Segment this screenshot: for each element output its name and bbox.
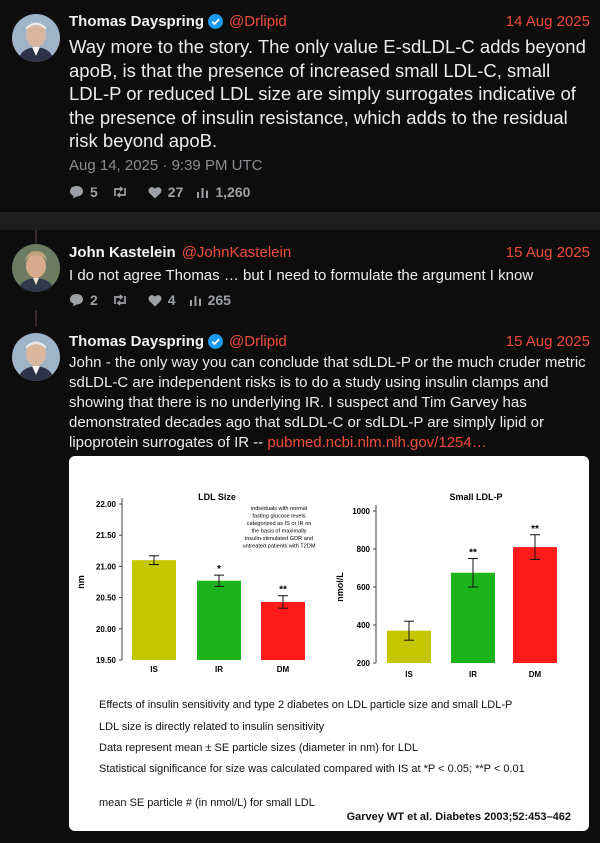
verified-badge-icon [208,334,223,349]
bar-is [132,560,176,660]
reply-count: 5 [90,184,98,200]
author-name[interactable]: Thomas Dayspring [69,332,205,350]
views-button[interactable] [190,292,231,308]
figure-caption-4: Statistical significance for size was calculated compared with IS at *P < 0.05; **P < 0.01 [99,763,525,775]
bar-dm [513,547,557,663]
significance-marker: ** [469,547,477,559]
author-handle[interactable]: @JohnKastelein [181,243,292,261]
reply-icon [69,293,84,307]
y-tick-label: 22.00 [95,500,116,509]
avatar-image [12,333,60,381]
small-ldl-p-chart [331,486,589,716]
y-tick-label: 1000 [352,507,370,516]
category-label: IR [469,670,477,679]
avatar-image [12,244,60,292]
significance-marker: ** [279,584,287,596]
bar-dm [261,602,305,660]
attached-figure[interactable] [69,456,589,831]
significance-marker: * [217,564,221,576]
like-button[interactable] [148,184,184,200]
retweet-button[interactable] [112,293,134,307]
like-count: 27 [167,184,184,200]
y-tick-label: 600 [356,583,370,592]
figure-citation: Garvey WT et al. Diabetes 2003;52:453–462 [346,811,571,823]
heart-icon [148,294,162,307]
y-tick-label: 20.50 [95,593,116,603]
like-count: 4 [167,292,176,308]
reply-count: 2 [90,292,98,308]
views-button[interactable] [197,184,250,200]
post-separator [0,212,600,230]
post-text: I do not agree Thomas … but I need to formulate the argument I know [69,267,534,284]
post-stats [69,184,264,200]
category-label: IS [150,665,158,674]
category-label: DM [528,670,542,679]
post-text-body: John - the only way you can conclude that sdLDL-P or the much cruder metric sdLDL-C are independent risks is to do a study using insulin clamps and showing that there is no underlying IR. I suspect and Tim Garvey has demonstrated decades ago that sdLDL-C or sdLDL-P are simply lipid or lipoprotein surrogates of IR -- [69,354,586,451]
y-axis-label: nm [76,575,86,589]
thread-line [35,230,37,243]
post-header [69,10,590,32]
y-tick-label: 400 [356,621,370,630]
pubmed-link[interactable]: pubmed.ncbi.nlm.nih.gov/1254… [267,434,487,451]
post-header [69,330,590,352]
verified-badge-icon [208,14,223,29]
author-name[interactable]: John Kastelein [69,243,176,261]
post-stats [69,292,245,308]
y-tick-label: 19.50 [95,656,116,665]
category-label: DM [276,665,290,674]
bar-ir [197,581,241,660]
category-label: IR [215,665,223,674]
post-text: Way more to the story. The only value E-sdLDL-C adds beyond apoB, is that the presence of increased small LDL-C, small LDL-P or reduced LDL size are simply surrogates indicative of the presence of insulin resistance, which adds to the residual risk beyond apoB. [69,36,586,151]
thread-line [35,310,37,326]
y-tick-label: 21.00 [95,562,116,572]
author-handle[interactable]: @Drlipid [229,12,287,30]
like-button[interactable] [148,292,176,308]
y-tick-label: 21.50 [95,531,116,541]
ldl-size-chart [69,486,329,716]
y-tick-label: 800 [356,545,370,554]
chart-annotation: categorized as IS or IR on [246,521,312,527]
post-header [69,241,590,263]
post-date[interactable]: 15 Aug 2025 [505,332,590,350]
retweet-icon [112,185,128,199]
heart-icon [148,186,162,199]
figure-caption-3: Data represent mean ± SE particle sizes (diameter in nm) for LDL [99,742,419,754]
significance-marker: ** [531,523,539,535]
avatar-john-kastelein[interactable] [12,244,60,292]
y-tick-label: 200 [356,659,370,668]
chart-annotation: fasting glucose levels [252,513,306,520]
post-date[interactable]: 15 Aug 2025 [505,243,590,261]
views-icon [190,294,202,306]
views-count: 265 [207,292,231,308]
figure-caption-2: LDL size is directly related to insulin sensitivity [99,721,325,733]
post-date[interactable]: 14 Aug 2025 [505,12,590,30]
post-text [69,353,588,453]
author-name[interactable]: Thomas Dayspring [69,12,205,30]
y-tick-label: 20.00 [95,624,116,634]
y-axis-label: nmol/L [335,572,345,602]
avatar-image [12,14,60,62]
post-timestamp[interactable]: Aug 14, 2025 · 9:39 PM UTC [69,157,263,174]
views-count: 1,260 [215,184,251,200]
retweet-button[interactable] [112,185,134,199]
chart-annotation: untreated patients with T2DM [242,543,316,550]
views-icon [197,186,209,198]
category-label: IS [405,670,413,679]
reply-icon [69,185,84,199]
chart-title: LDL Size [198,492,236,502]
chart-annotation: insulin-stimulated GDR and [244,536,314,542]
author-handle[interactable]: @Drlipid [229,332,287,350]
reply-button[interactable] [69,184,98,200]
chart-title: Small LDL-P [449,492,503,502]
avatar-thomas-dayspring[interactable] [12,333,60,381]
figure-caption-5: mean SE particle # (in nmol/L) for small LDL [99,797,315,809]
avatar-thomas-dayspring[interactable] [12,14,60,62]
chart-annotation: the basis of maximally [251,528,307,535]
retweet-icon [112,293,128,307]
figure-caption-1: Effects of insulin sensitivity and type 2 diabetes on LDL particle size and small LDL-P [99,699,513,711]
reply-button[interactable] [69,292,98,308]
chart-annotation: individuals with normal [250,506,308,512]
